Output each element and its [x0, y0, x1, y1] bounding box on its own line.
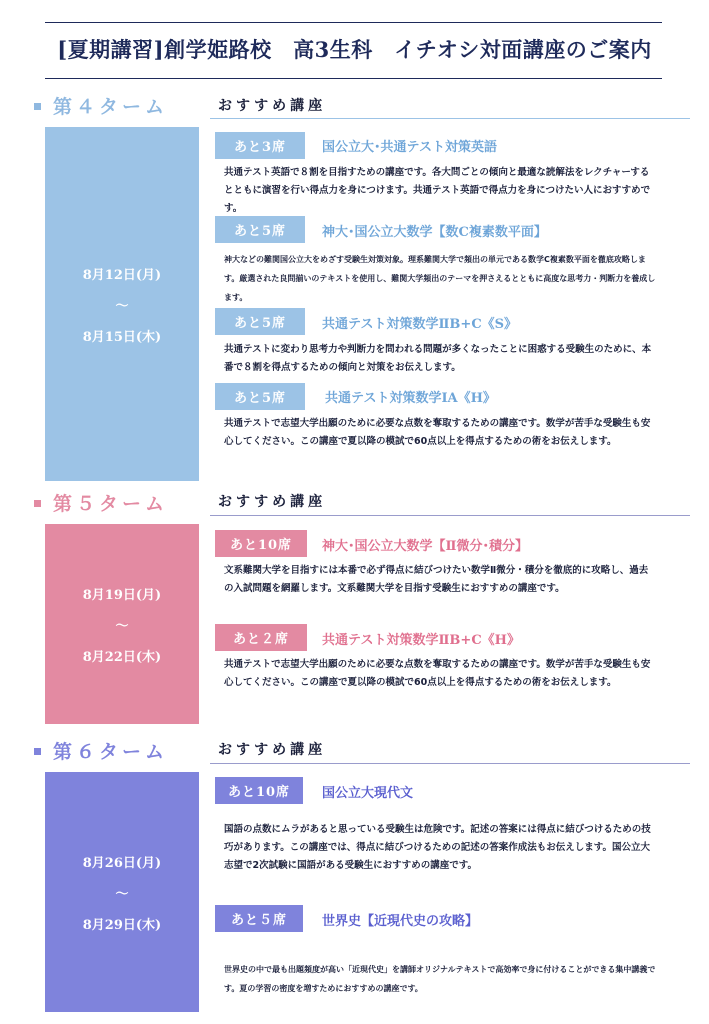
- page-title: [夏期講習]創学姫路校 高3生科 イチオシ対面講座のご案内: [57, 37, 652, 62]
- term-5-recommend: おすすめ講座: [218, 494, 327, 510]
- term-6-date-tilde: ～: [115, 886, 129, 902]
- seat-badge: あと10席: [215, 530, 307, 557]
- term-4-date-start: 8月12日(月): [82, 267, 162, 283]
- course-description: 共通テストで志望大学出願のために必要な点数を奪取するための講座です。数学が苦手な受験生も安心してください。この講座で夏以降の模試で60点以上を得点するための術をお伝えします。: [224, 659, 651, 688]
- square-bullet-icon: [34, 748, 41, 755]
- course-title: 共通テスト対策数学ⅡB+C《S》: [322, 317, 518, 332]
- course-description: 共通テストで志望大学出願のために必要な点数を奪取するための講座です。数学が苦手な受験生も安心してください。この講座で夏以降の模試で60点以上を得点するための術をお伝えします。: [224, 418, 651, 447]
- term-6-date-end: 8月29日(木): [82, 917, 162, 933]
- course-description: 共通テストに変わり思考力や判断力を問われる問題が多くなったことに困惑する受験生のために、本番で８割を得点するための傾向と対策をお伝えします。: [224, 344, 652, 373]
- seat-badge: あと5席: [215, 383, 305, 410]
- term-5-date-start: 8月19日(月): [82, 587, 162, 603]
- term-5-label: 第５ターム: [53, 493, 169, 515]
- seat-badge: あと10席: [215, 777, 303, 804]
- seat-badge: あと２席: [215, 624, 307, 651]
- title-bottom-rule: [45, 78, 662, 79]
- course-title: 神大･国公立大数学【数C複素数平面】: [322, 225, 547, 240]
- term-4-heading: [34, 92, 168, 119]
- seat-badge: あと5席: [215, 216, 305, 243]
- course-title: 国公立大･共通テスト対策英語: [322, 140, 497, 155]
- course-description: 共通テスト英語で８割を目指すための講座です。各大問ごとの傾向と最適な読解法をレクチャーするとともに演習を行い得点力を身につけます。共通テスト英語で得点力を身につけたい人におすすめです。: [224, 167, 651, 214]
- term-4-label: 第４ターム: [53, 96, 169, 118]
- term-4-date-box: [45, 127, 199, 481]
- seat-badge: あと3席: [215, 132, 305, 159]
- term-5-rule: [210, 515, 690, 516]
- term-6-label: 第６ターム: [53, 741, 169, 763]
- term-6-heading: [34, 737, 168, 764]
- term-4-date-end: 8月15日(木): [82, 329, 162, 345]
- course-description: 文系難関大学を目指すには本番で必ず得点に結びつけたい数学Ⅱ微分・積分を徹底的に攻略し、過去の入試問題を網羅します。文系難関大学を目指す受験生におすすめの講座です。: [224, 565, 649, 594]
- term-4-recommend: おすすめ講座: [218, 98, 327, 114]
- square-bullet-icon: [34, 500, 41, 507]
- seat-badge: あと５席: [215, 905, 303, 932]
- term-4-rule: [210, 118, 690, 119]
- course-title: 共通テスト対策数学ⅠA《H》: [325, 391, 496, 406]
- term-6-recommend: おすすめ講座: [218, 742, 327, 758]
- course-title: 神大･国公立大数学【Ⅱ微分･積分】: [322, 539, 528, 554]
- term-5-date-box: [45, 524, 199, 724]
- course-description: 神大などの難関国公立大をめざす受験生対策対象。理系難関大学で頻出の単元である数学C複素数平面を徹底攻略します。厳選された良問揃いのテキストを使用し、難関大学頻出のテーマを押さえるとともに高度な思考力・判断力を養成します。: [224, 255, 656, 302]
- term-5-date-end: 8月22日(木): [82, 649, 162, 665]
- course-description: 世界史の中で最も出題頻度が高い「近現代史」を講師オリジナルテキストで高効率で身に付けることができる集中講義です。夏の学習の密度を増すためにおすすめの講座です。: [224, 965, 656, 993]
- square-bullet-icon: [34, 103, 41, 110]
- term-5-date-tilde: ～: [115, 618, 129, 634]
- term-5-heading: [34, 489, 168, 516]
- term-4-date-tilde: ～: [115, 298, 129, 314]
- seat-badge: あと5席: [215, 308, 305, 335]
- title-top-rule: [45, 22, 662, 23]
- course-description: 国語の点数にムラがあると思っている受験生は危険です。記述の答案には得点に結びつけるための技巧があります。この講座では、得点に結びつけるための記述の答案作成法もお伝えします。国公立大志望で2次試験に国語がある受験生におすすめの講座です。: [224, 824, 651, 871]
- term-6-date-box: [45, 772, 199, 1012]
- course-title: 共通テスト対策数学ⅡB+C《H》: [322, 633, 520, 648]
- course-title: 世界史【近現代史の攻略】: [322, 914, 479, 929]
- term-6-rule: [210, 763, 690, 764]
- term-6-date-start: 8月26日(月): [82, 855, 162, 871]
- course-title: 国公立大現代文: [322, 786, 414, 801]
